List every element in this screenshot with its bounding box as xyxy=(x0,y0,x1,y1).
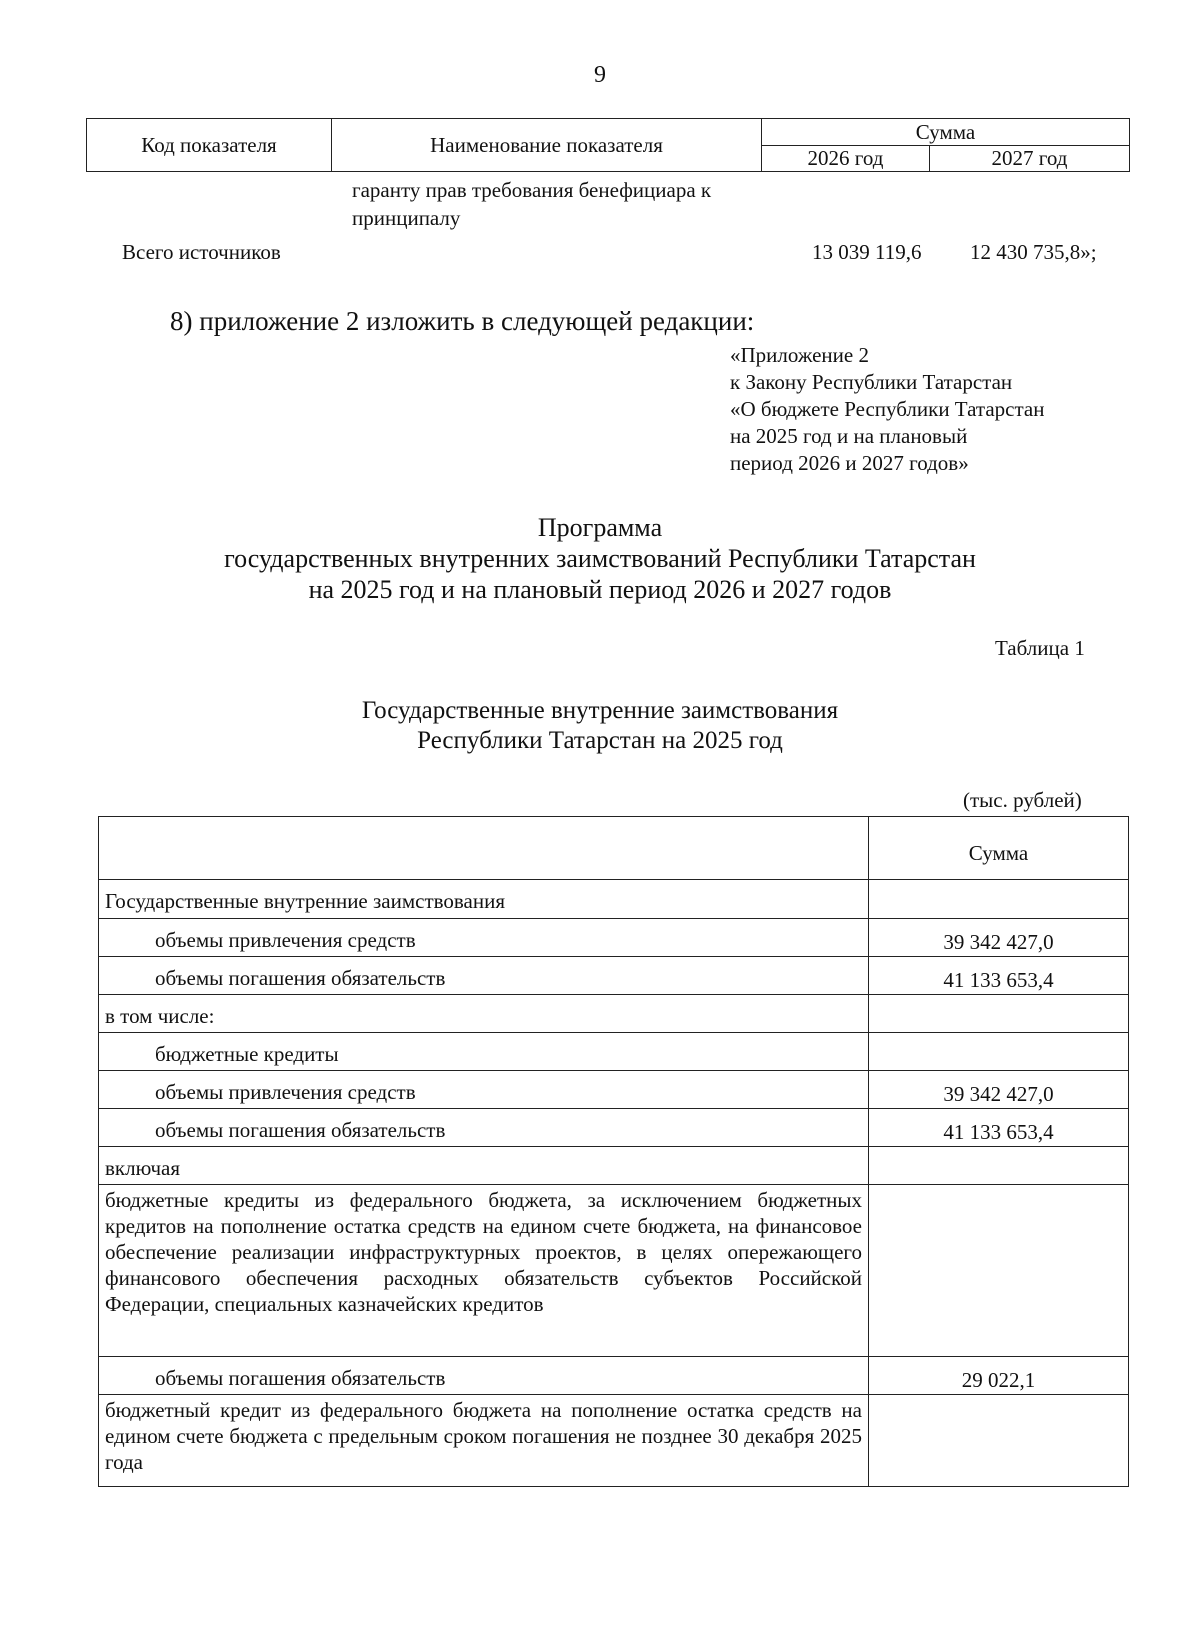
row-value xyxy=(869,995,1129,1033)
program-title-line: на 2025 год и на плановый период 2026 и 2027 годов xyxy=(308,575,892,604)
row-value xyxy=(869,1185,1129,1357)
program-title-line: государственных внутренних заимствований Республики Татарстан xyxy=(224,544,976,573)
header-code: Код показателя xyxy=(87,119,332,172)
table-row xyxy=(99,1033,1129,1071)
table-row xyxy=(99,957,1129,995)
units-label: (тыс. рублей) xyxy=(963,788,1082,812)
borrowings-table xyxy=(98,816,1129,1487)
row-label: бюджетные кредиты из федерального бюджета, за исключением бюджетных кредитов на пополнение остатка средств на едином счете бюджета, на финансовое обеспечение реализации инфраструктурных проектов, в целях опережающего финансового обеспечения расходных обязательств субъектов Российской Федерации, специальных казначейских кредитов xyxy=(99,1185,869,1357)
row-label: объемы погашения обязательств xyxy=(99,1109,869,1147)
program-title xyxy=(0,512,1200,605)
row-label: объемы привлечения средств xyxy=(99,1071,869,1109)
table-row xyxy=(99,880,1129,919)
row-value xyxy=(869,1033,1129,1071)
header-name: Наименование показателя xyxy=(332,119,762,172)
header-2027: 2027 год xyxy=(930,145,1130,172)
item-8-instruction: 8) приложение 2 изложить в следующей редакции: xyxy=(170,306,755,336)
row-value: 39 342 427,0 xyxy=(869,919,1129,957)
table-row xyxy=(99,1071,1129,1109)
table-1-title-line: Республики Татарстан на 2025 год xyxy=(417,727,783,754)
table-1-title-line: Государственные внутренние заимствования xyxy=(361,697,839,724)
table-row xyxy=(99,1109,1129,1147)
page-number: 9 xyxy=(594,62,606,88)
indicator-header-table xyxy=(86,118,1130,172)
appendix-line: «О бюджете Республики Татарстан xyxy=(730,397,1045,421)
table-row xyxy=(99,1185,1129,1357)
row-value: 29 022,1 xyxy=(869,1357,1129,1395)
appendix-line: период 2026 и 2027 годов» xyxy=(730,451,969,475)
header-2026: 2026 год xyxy=(762,145,930,172)
table-row xyxy=(99,1147,1129,1185)
appendix-line: к Закону Республики Татарстан xyxy=(730,370,1013,394)
row-value: 39 342 427,0 xyxy=(869,1071,1129,1109)
program-title-line: Программа xyxy=(537,513,663,542)
table-row xyxy=(99,1395,1129,1487)
row-value xyxy=(869,1395,1129,1487)
row-value: 41 133 653,4 xyxy=(869,957,1129,995)
header-empty-cell xyxy=(99,817,869,880)
table-row xyxy=(99,1357,1129,1395)
row-label: объемы погашения обязательств xyxy=(99,957,869,995)
table-header-row xyxy=(99,817,1129,880)
row-label: бюджетные кредиты xyxy=(99,1033,869,1071)
row-value: 41 133 653,4 xyxy=(869,1109,1129,1147)
appendix-line: «Приложение 2 xyxy=(730,343,869,367)
row-label: Государственные внутренние заимствования xyxy=(99,880,869,919)
table-number: Таблица 1 xyxy=(995,636,1085,660)
header-sum: Сумма xyxy=(762,119,1130,146)
appendix-line: на 2025 год и на плановый xyxy=(730,424,968,448)
table-row xyxy=(99,919,1129,957)
table-row xyxy=(99,995,1129,1033)
row-label: в том числе: xyxy=(99,995,869,1033)
continuation-name-text: гаранту прав требования бенефициара к принципалу xyxy=(352,178,712,230)
row-label: объемы привлечения средств xyxy=(99,919,869,957)
row-value xyxy=(869,880,1129,919)
header-sum-cell: Сумма xyxy=(869,817,1129,880)
total-sources-label: Всего источников xyxy=(122,240,281,264)
appendix-note xyxy=(730,342,1044,477)
total-2027: 12 430 735,8»; xyxy=(970,240,1097,264)
row-label: бюджетный кредит из федерального бюджета на пополнение остатка средств на едином счете бюджета с предельным сроком погашения не позднее 30 декабря 2025 года xyxy=(99,1395,869,1487)
row-label: объемы погашения обязательств xyxy=(99,1357,869,1395)
row-value xyxy=(869,1147,1129,1185)
table-1-title xyxy=(0,696,1200,756)
total-2026: 13 039 119,6 xyxy=(812,240,922,264)
row-label: включая xyxy=(99,1147,869,1185)
